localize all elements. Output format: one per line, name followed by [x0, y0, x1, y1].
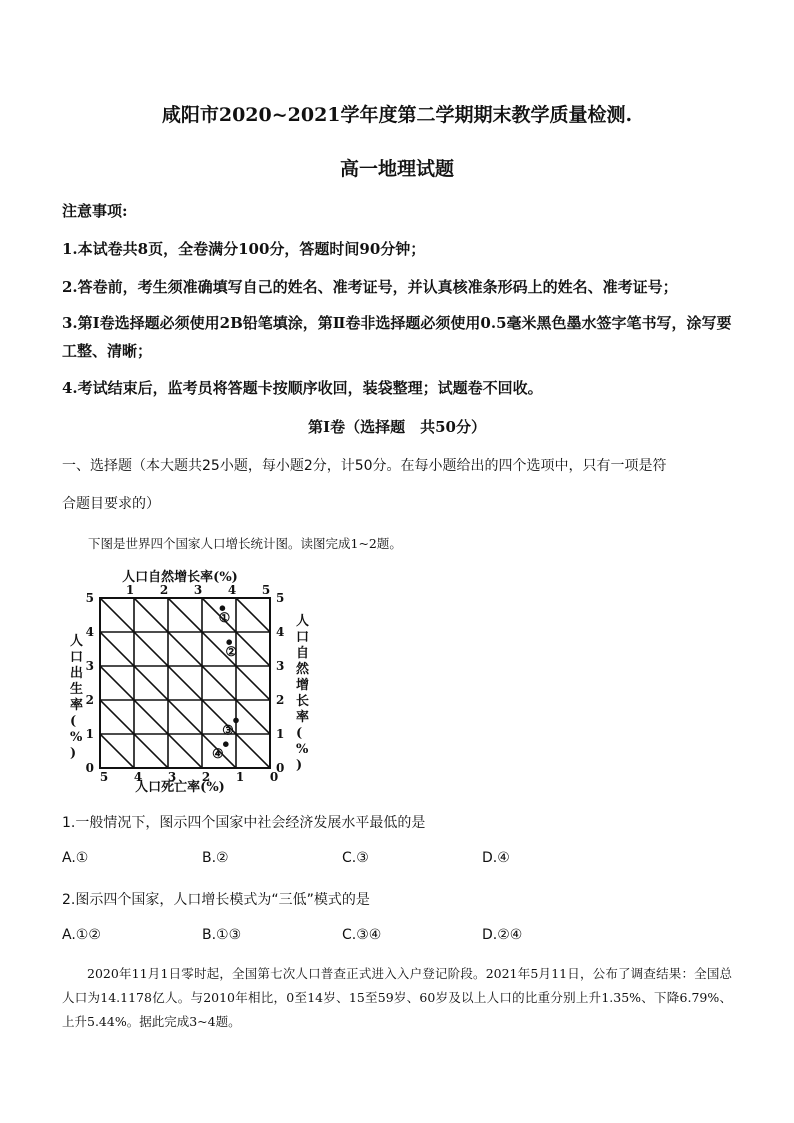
growth-rate-line	[100, 598, 270, 768]
note-item: 2.答卷前，考生须准确填写自己的姓名、准考证号，并认真核准条形码上的姓名、准考证号；	[62, 278, 678, 296]
left-tick-label: 4	[85, 625, 94, 639]
right-tick-label: 1	[276, 727, 285, 741]
right-tick-label: 2	[276, 693, 285, 707]
left-tick-label: 2	[85, 693, 94, 707]
left-tick-label: 0	[85, 761, 94, 775]
data-point	[220, 605, 226, 611]
right-tick-label: 4	[276, 625, 285, 639]
section-instruction-cont: 合题目要求的）	[62, 496, 160, 512]
right-tick-label: 3	[276, 659, 285, 673]
note-item: 4.考试结束后，监考员将答题卡按顺序收回，装袋整理；试题卷不回收。	[62, 379, 543, 397]
section-instruction: 一、选择题（本大题共25小题，每小题2分，计50分。在每小题给出的四个选项中，只有一项是符	[62, 458, 667, 474]
q1-option-a[interactable]: A.①	[62, 850, 89, 866]
bottom-tick-label: 4	[133, 770, 143, 784]
data-point	[233, 718, 239, 724]
q1-option-d[interactable]: D.④	[482, 850, 510, 866]
question-1-text: 1.一般情况下，图示四个国家中社会经济发展水平最低的是	[62, 815, 426, 831]
growth-rate-line	[66, 598, 236, 768]
chart-points	[212, 605, 239, 762]
left-axis-ticks	[86, 591, 94, 775]
data-point-label: ②	[225, 645, 238, 661]
note-item: 1.本试卷共8页，全卷满分100分，答题时间90分钟；	[62, 240, 426, 258]
q2-option-b[interactable]: B.①③	[202, 927, 242, 943]
top-tick-label: 5	[261, 583, 271, 597]
top-tick-label: 1	[125, 583, 135, 597]
left-axis-label: 人口出生率( % )	[70, 634, 84, 761]
data-point-label: ④	[211, 747, 224, 763]
note-item: 3.第Ⅰ卷选择题必须使用2B铅笔填涂，第Ⅱ卷非选择题必须使用0.5毫米黑色墨水签字笔书写，涂写要工整、清晰；	[62, 314, 732, 360]
q2-option-c[interactable]: C.③④	[342, 927, 382, 943]
top-axis-label: 人口自然增长率(%)	[122, 570, 238, 585]
bottom-tick-label: 2	[201, 770, 211, 784]
right-axis-label: 人口自然增长率( % )	[296, 614, 310, 773]
top-tick-label: 2	[159, 583, 169, 597]
left-tick-label: 1	[85, 727, 94, 741]
right-tick-label: 0	[276, 761, 285, 775]
q1-option-c[interactable]: C.③	[342, 850, 369, 866]
data-point-label: ①	[218, 611, 231, 627]
notes-heading: 注意事项:	[62, 202, 128, 220]
bottom-tick-label: 1	[235, 770, 245, 784]
bottom-tick-label: 5	[99, 770, 109, 784]
right-axis-ticks	[276, 591, 284, 775]
left-tick-label: 3	[85, 659, 94, 673]
top-axis-ticks	[126, 583, 270, 597]
left-tick-label: 5	[85, 591, 94, 605]
question-2-text: 2.图示四个国家，人口增长模式为“三低”模式的是	[62, 892, 370, 908]
top-tick-label: 3	[193, 583, 203, 597]
exam-subtitle: 高一地理试题	[339, 158, 454, 180]
passage-text: 2020年11月1日零时起，全国第七次人口普查正式进入入户登记阶段。2021年5月11日，公布了调查结果：全国总人口为14.1178亿人。与2010年相比，0至14岁、15至59岁、60岁及以上人口的比重分别上升1.35%、下降6.79%、上升5.44%。据此完成3~4题。	[62, 966, 732, 1029]
data-point	[226, 639, 232, 645]
data-point-label: ③	[222, 723, 234, 739]
bottom-tick-label: 3	[167, 770, 177, 784]
q2-option-a[interactable]: A.①②	[62, 927, 101, 943]
bottom-tick-label: 0	[269, 770, 279, 784]
section-title: 第Ⅰ卷（选择题 共50分）	[308, 418, 486, 436]
figure-intro: 下图是世界四个国家人口增长统计图。读图完成1~2题。	[88, 536, 402, 551]
top-tick-label: 4	[227, 583, 237, 597]
q2-option-d[interactable]: D.②④	[482, 927, 523, 943]
growth-rate-line	[168, 598, 310, 768]
chart-diagonals	[60, 598, 310, 768]
exam-title: 咸阳市2020~2021学年度第二学期期末教学质量检测.	[161, 104, 633, 126]
data-point	[223, 741, 229, 747]
q1-option-b[interactable]: B.②	[202, 850, 229, 866]
population-growth-chart	[60, 565, 310, 795]
bottom-axis-label: 人口死亡率(%)	[135, 780, 225, 795]
right-tick-label: 5	[276, 591, 285, 605]
